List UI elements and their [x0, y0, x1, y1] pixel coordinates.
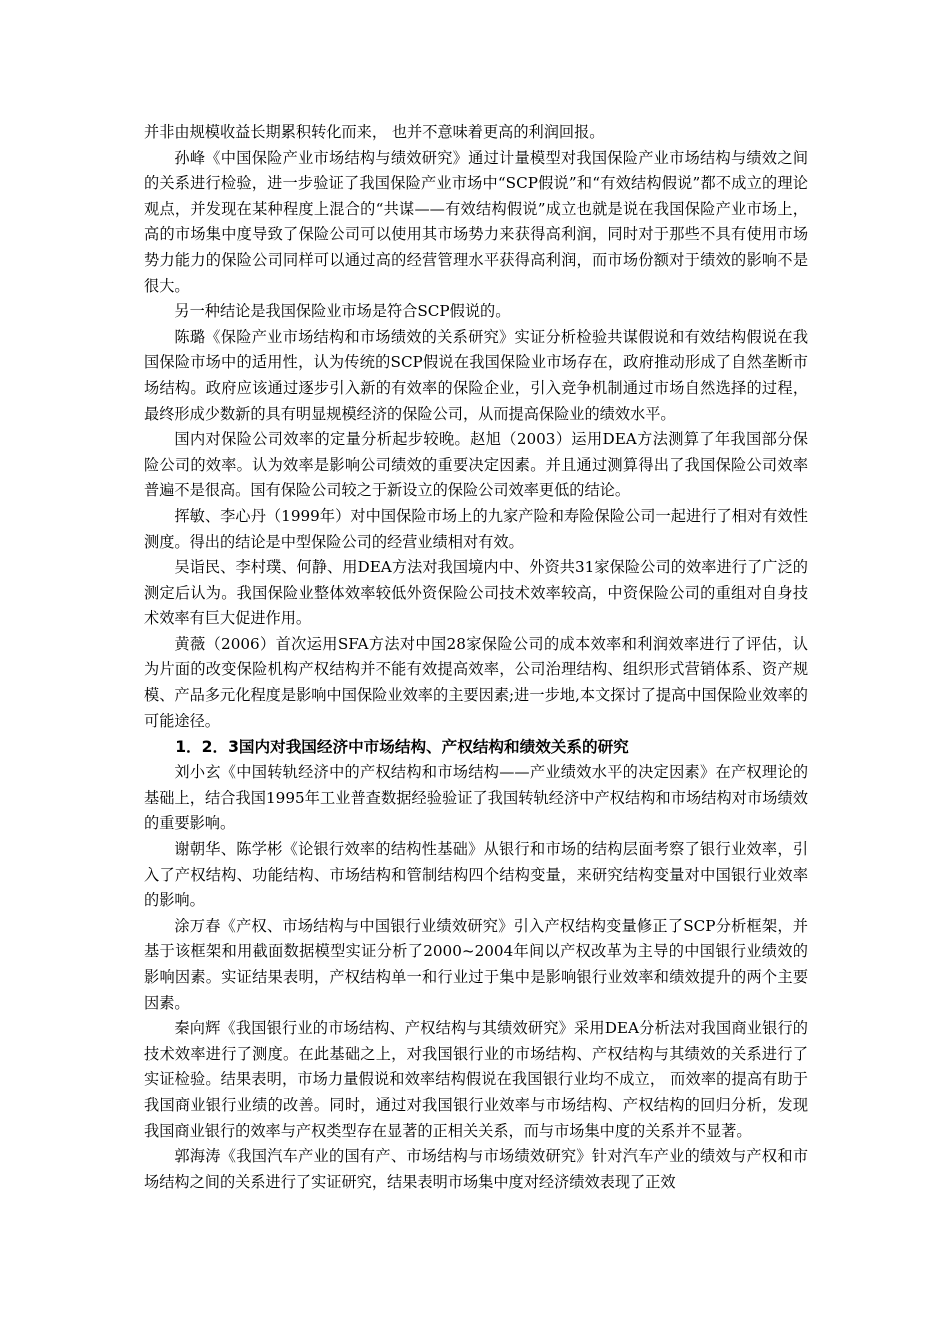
paragraph: 郭海涛《我国汽车产业的国有产、市场结构与市场绩效研究》针对汽车产业的绩效与产权和市场结构之间的关系进行了实证研究，结果表明市场集中度对经济绩效表现了正效 [144, 1147, 808, 1191]
section-heading: 1．2．3国内对我国经济中市场结构、产权结构和绩效关系的研究 [175, 738, 629, 757]
document-page [144, 120, 808, 1195]
paragraph: 秦向辉《我国银行业的市场结构、产权结构与其绩效研究》采用DEA分析法对我国商业银行的技术效率进行了测度。在此基础之上，对我国银行业的市场结构、产权结构与其绩效的关系进行了实证检验。结果表明，市场力量假说和效率结构假说在我国银行业均不成立， 而效率的提高有助于我国商业银行业绩的改善。同时，通过对我国银行业效率与市场结构、产权结构的回归分析，发现我国商业银行的效率与产权类型存在显著的正相关关系，而与市场集中度的关系并不显著。 [144, 1019, 808, 1140]
paragraph: 挥敏、李心丹（1999年）对中国保险市场上的九家产险和寿险保险公司一起进行了相对有效性测度。得出的结论是中型保险公司的经营业绩相对有效。 [144, 506, 808, 551]
paragraph: 谢朝华、陈学彬《论银行效率的结构性基础》从银行和市场的结构层面考察了银行业效率，引入了产权结构、功能结构、市场结构和管制结构四个结构变量，来研究结构变量对中国银行业效率的影响。 [144, 840, 808, 910]
paragraph: 另一种结论是我国保险业市场是符合SCP假说的。 [174, 302, 511, 321]
paragraph: 陈璐《保险产业市场结构和市场绩效的关系研究》实证分析检验共谋假说和有效结构假说在我国保险市场中的适用性，认为传统的SCP假说在我国保险业市场存在，政府推动形成了自然垄断市场结构。政府应该通过逐步引入新的有效率的保险企业，引入竞争机制通过市场自然选择的过程，最终形成少数新的具有明显规模经济的保险公司，从而提高保险业的绩效水平。 [144, 327, 808, 423]
paragraph: 并非由规模收益长期累积转化而来， 也并不意味着更高的利润回报。 [144, 123, 605, 141]
paragraph: 国内对保险公司效率的定量分析起步较晚。赵旭（2003）运用DEA方法测算了年我国部分保险公司的效率。认为效率是影响公司绩效的重要决定因素。并且通过测算得出了我国保险公司效率普遍不是很高。国有保险公司较之于新设立的保险公司效率更低的结论。 [144, 430, 808, 500]
paragraph: 涂万春《产权、市场结构与中国银行业绩效研究》引入产权结构变量修正了SCP分析框架，并基于该框架和用截面数据模型实证分析了2000~2004年间以产权改革为主导的中国银行业绩效的影响因素。实证结果表明，产权结构单一和行业过于集中是影响银行业效率和绩效提升的两个主要因素。 [144, 916, 808, 1012]
paragraph: 吴诣民、李村璞、何静、用DEA方法对我国境内中、外资共31家保险公司的效率进行了广泛的测定后认为。我国保险业整体效率较低外资保险公司技术效率较高，中资保险公司的重组对自身技术效率有巨大促进作用。 [144, 558, 808, 628]
paragraph: 孙峰《中国保险产业市场结构与绩效研究》通过计量模型对我国保险产业市场结构与绩效之间的关系进行检验，进一步验证了我国保险产业市场中“SCP假说”和“有效结构假说”都不成立的理论观点，并发现在某种程度上混合的“共谋——有效结构假说”成立也就是说在我国保险产业市场上，高的市场集中度导致了保险公司可以使用其市场势力来获得高利润，同时对于那些不具有使用市场势力能力的保险公司同样可以通过高的经营管理水平获得高利润，而市场份额对于绩效的影响不是很大。 [144, 148, 808, 295]
paragraph: 刘小玄《中国转轨经济中的产权结构和市场结构——产业绩效水平的决定因素》在产权理论的基础上，结合我国1995年工业普查数据经验验证了我国转轨经济中产权结构和市场结构对市场绩效的重要影响。 [144, 763, 808, 833]
paragraph: 黄薇（2006）首次运用SFA方法对中国28家保险公司的成本效率和利润效率进行了评估，认为片面的改变保险机构产权结构并不能有效提高效率，公司治理结构、组织形式营销体系、资产规模、产品多元化程度是影响中国保险业效率的主要因素;进一步地,本文探讨了提高中国保险业效率的可能途径。 [144, 634, 808, 730]
